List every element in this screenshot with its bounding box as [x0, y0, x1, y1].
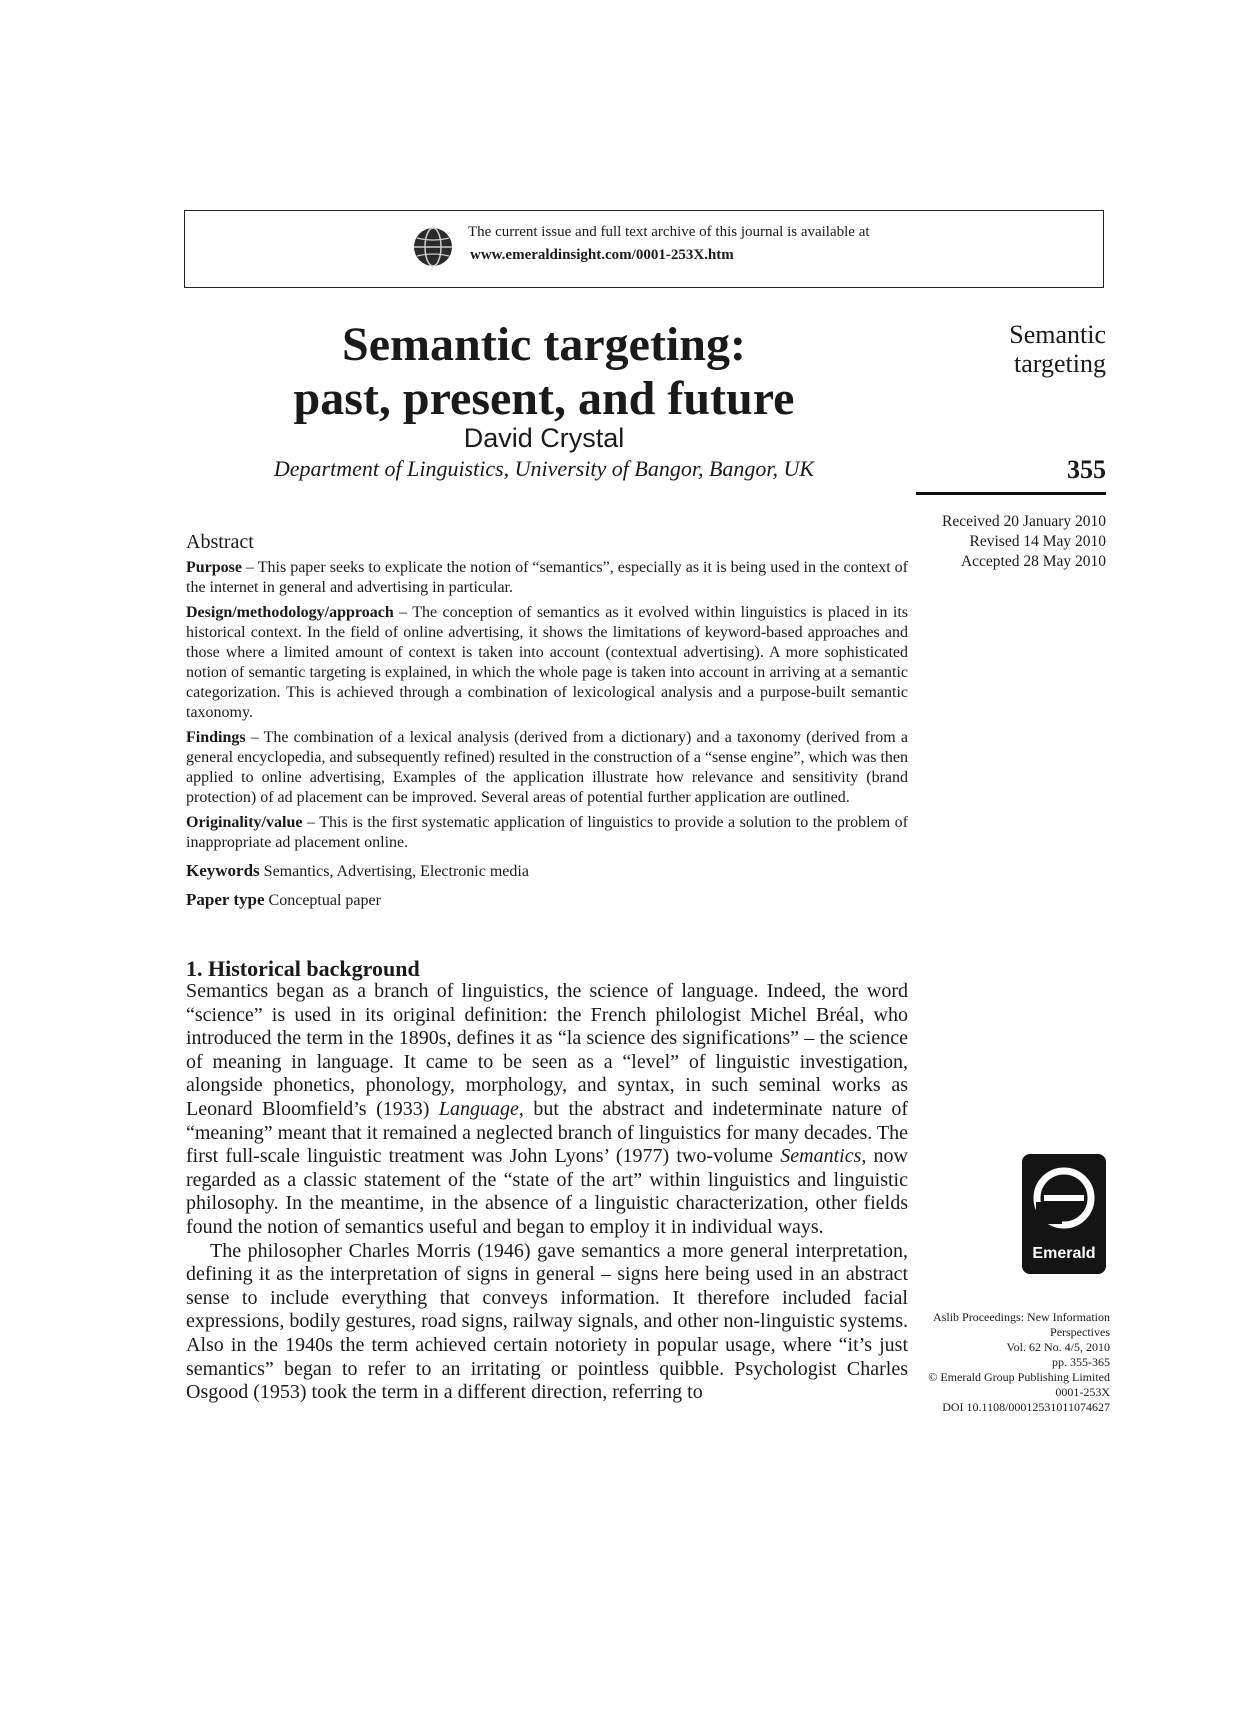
- globe-icon: [412, 226, 454, 268]
- findings-label: Findings: [186, 729, 246, 746]
- journal-url: www.emeraldinsight.com/0001-253X.htm: [470, 247, 734, 263]
- findings-text: – The combination of a lexical analysis (derived from a dictionary) and a taxonomy (derived from a general encyclopedia, and subsequently refined) resulted in the construction of a “sense engine”, which was then applied to online advertising, Examples of the application illustrate how relevance and sensitivity (brand protection) of ad placement can be improved. Several areas of potential further application are outlined.: [186, 729, 908, 806]
- design-label: Design/methodology/approach: [186, 604, 394, 621]
- journal-info: [900, 1310, 1110, 1415]
- originality-label: Originality/value: [186, 814, 303, 831]
- body-text: [186, 980, 908, 1405]
- notice-text: The current issue and full text archive of this journal is available at: [468, 224, 870, 240]
- abstract-design: [186, 603, 908, 723]
- issn: 0001-253X: [1055, 1385, 1110, 1399]
- running-head-line-1: Semantic: [1009, 320, 1106, 349]
- purpose-label: Purpose: [186, 559, 242, 576]
- book-title-semantics: Semantics: [780, 1145, 862, 1168]
- keywords: [186, 861, 908, 882]
- emerald-logo-text: Emerald: [1032, 1245, 1096, 1262]
- page-range: pp. 355-365: [1052, 1355, 1110, 1369]
- journal-name-cont: Perspectives: [1050, 1325, 1110, 1339]
- keywords-label: Keywords: [186, 861, 260, 880]
- body-paragraph: [186, 980, 908, 1240]
- book-title-language: Language: [438, 1097, 519, 1120]
- purpose-text: – This paper seeks to explicate the notion of “semantics”, especially as it is being used in the context of the internet in general and advertising in particular.: [186, 559, 908, 596]
- author-affiliation: Department of Linguistics, University of Bangor, Bangor, UK: [273, 456, 815, 481]
- emerald-logo: [1022, 1154, 1106, 1274]
- running-head: [930, 320, 1106, 378]
- title-line-2: past, present, and future: [293, 372, 795, 425]
- margin-divider: [916, 492, 1106, 495]
- abstract-purpose: [186, 558, 908, 598]
- abstract: [186, 532, 908, 911]
- originality-text: – This is the first systematic application of linguistics to provide a solution to the problem of inappropriate ad placement online.: [186, 814, 908, 851]
- copyright: © Emerald Group Publishing Limited: [928, 1370, 1110, 1384]
- abstract-originality: [186, 813, 908, 853]
- paper-title: [184, 318, 904, 426]
- volume-issue: Vol. 62 No. 4/5, 2010: [1006, 1340, 1110, 1354]
- page-number: 355: [1067, 455, 1106, 484]
- doi: DOI 10.1108/00012531011074627: [942, 1400, 1110, 1414]
- body-text-run: , but the abstract and indeterminate nature of “meaning” meant that it remained a neglected branch of linguistics for many decades. The first full-scale linguistic treatment was John Lyons’ (1977) two-volume: [186, 1097, 908, 1168]
- revised-date: Revised 14 May 2010: [969, 533, 1106, 550]
- running-head-line-2: targeting: [1014, 349, 1106, 378]
- abstract-findings: [186, 728, 908, 808]
- abstract-heading: Abstract: [186, 531, 254, 553]
- body-text-run: , now regarded as a classic statement of the “state of the art” within linguistics and linguistic philosophy. In the meantime, in the absence of a linguistic characterization, other fields found the notion of semantics useful and began to employ it in individual ways.: [186, 1145, 908, 1238]
- design-text: – The conception of semantics as it evolved within linguistics is placed in its historical context. In the field of online advertising, it shows the limitations of keyword-based approaches and those where a limited amount of context is taken into account (contextual advertising). A more sophisticated notion of semantic targeting is explained, in which the whole page is taken into account in arriving at a semantic categorization. This is achieved through a combination of lexicological analysis and a purpose-built semantic taxonomy.: [186, 604, 908, 721]
- body-paragraph: The philosopher Charles Morris (1946) gave semantics a more general interpretation, defining it as the interpretation of signs in general – signs here being used in an abstract sense to include everything that conveys information. It therefore included facial expressions, bodily gestures, road signs, railway signals, and other non-linguistic systems. Also in the 1940s the term achieved certain notoriety in popular usage, where “it’s just semantics” began to refer to an irritating or pointless quibble. Psychologist Charles Osgood (1953) took the term in a different direction, referring to: [186, 1239, 908, 1404]
- journal-name: Aslib Proceedings: New Information: [933, 1310, 1110, 1324]
- received-date: Received 20 January 2010: [942, 513, 1106, 530]
- body-text-run: Semantics began as a branch of linguistics, the science of language. Indeed, the word “science” is used in its original definition: the French philologist Michel Bréal, who introduced the term in the 1890s, defines it as “la science des significations” – the science of meaning in language. It came to be seen as a “level” of linguistic investigation, alongside phonetics, phonology, morphology, and syntax, in such seminal works as Leonard Bloomfield’s (1933): [186, 980, 908, 1120]
- paper-type-label: Paper type: [186, 890, 265, 909]
- title-line-1: Semantic targeting:: [342, 318, 746, 371]
- section-heading: 1. Historical background: [186, 956, 420, 981]
- accepted-date: Accepted 28 May 2010: [960, 553, 1106, 570]
- paper-type: [186, 890, 908, 911]
- article-dates: [900, 512, 1106, 572]
- author-name: David Crystal: [463, 423, 625, 453]
- paper-type-text: Conceptual paper: [264, 892, 381, 909]
- keywords-text: Semantics, Advertising, Electronic media: [259, 863, 529, 880]
